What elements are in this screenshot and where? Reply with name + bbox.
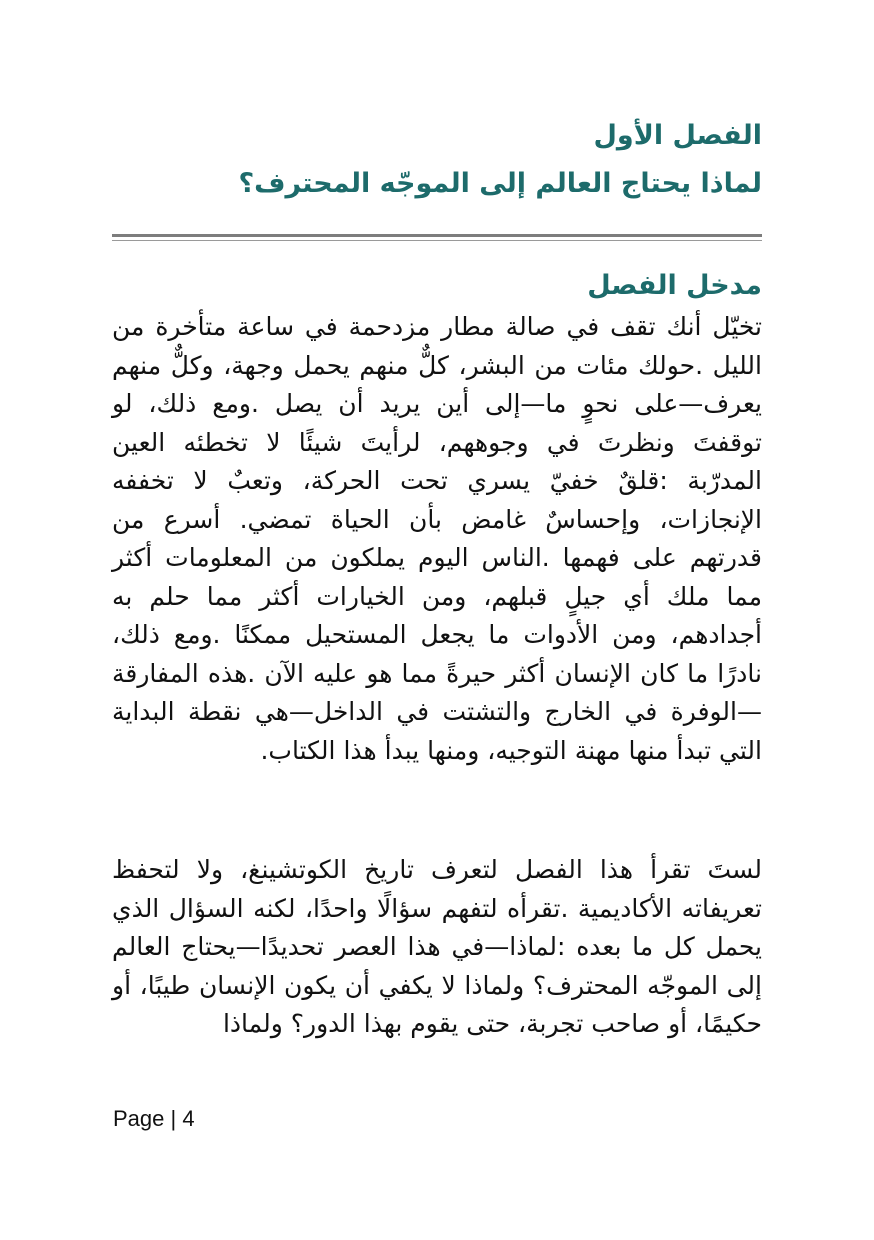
page-number: Page | 4 bbox=[113, 1106, 195, 1131]
chapter-label: الفصل الأول bbox=[593, 120, 762, 151]
chapter-title: لماذا يحتاج العالم إلى الموجّه المحترف؟ bbox=[238, 168, 762, 199]
divider-rule-thin bbox=[112, 240, 762, 241]
body-paragraph: تخيّل أنك تقف في صالة مطار مزدحمة في ساعة متأخرة من الليل .حولك مئات من البشر، كلٌّ منهم يحمل وجهة، وكلٌّ منهم يعرف—على نحوٍ ما—إلى أين يريد أن يصل .ومع ذلك، لو توقفتَ ونظرتَ في وجوههم، لرأيتَ شيئًا لا تخطئه العين المدرّبة :قلقٌ خفيّ يسري تحت الحركة، وتعبٌ لا تخففه الإنجازات، وإحساسٌ غامض بأن الحياة تمضي. أسرع من قدرتهم على فهمها .الناس اليوم يملكون من المعلومات أكثر مما ملك أي جيلٍ قبلهم، ومن الخيارات أكثر مما حلم به أجدادهم، ومن الأدوات ما يجعل المستحيل ممكنًا .ومع ذلك، نادرًا ما كان الإنسان أكثر حيرةً مما هو عليه الآن .هذه المفارقة—الوفرة في الخارج والتشتت في الداخل—هي نقطة البداية التي تبدأ منها مهنة التوجيه، ومنها يبدأ هذا الكتاب. bbox=[112, 312, 762, 765]
body-paragraph: لستَ تقرأ هذا الفصل لتعرف تاريخ الكوتشينغ، ولا لتحفظ تعريفاته الأكاديمية .تقرأه لتفهم سؤالًا واحدًا، لكنه السؤال الذي يحمل كل ما بعده :لماذا—في هذا العصر تحديدًا—يحتاج العالم إلى الموجّه المحترف؟ ولماذا لا يكفي أن يكون الإنسان طيبًا، أو حكيمًا، أو صاحب تجربة، حتى يقوم بهذا الدور؟ ولماذا bbox=[112, 855, 762, 1038]
divider-rule bbox=[112, 234, 762, 237]
section-title: مدخل الفصل bbox=[587, 270, 762, 301]
chapter-heading bbox=[112, 112, 762, 208]
